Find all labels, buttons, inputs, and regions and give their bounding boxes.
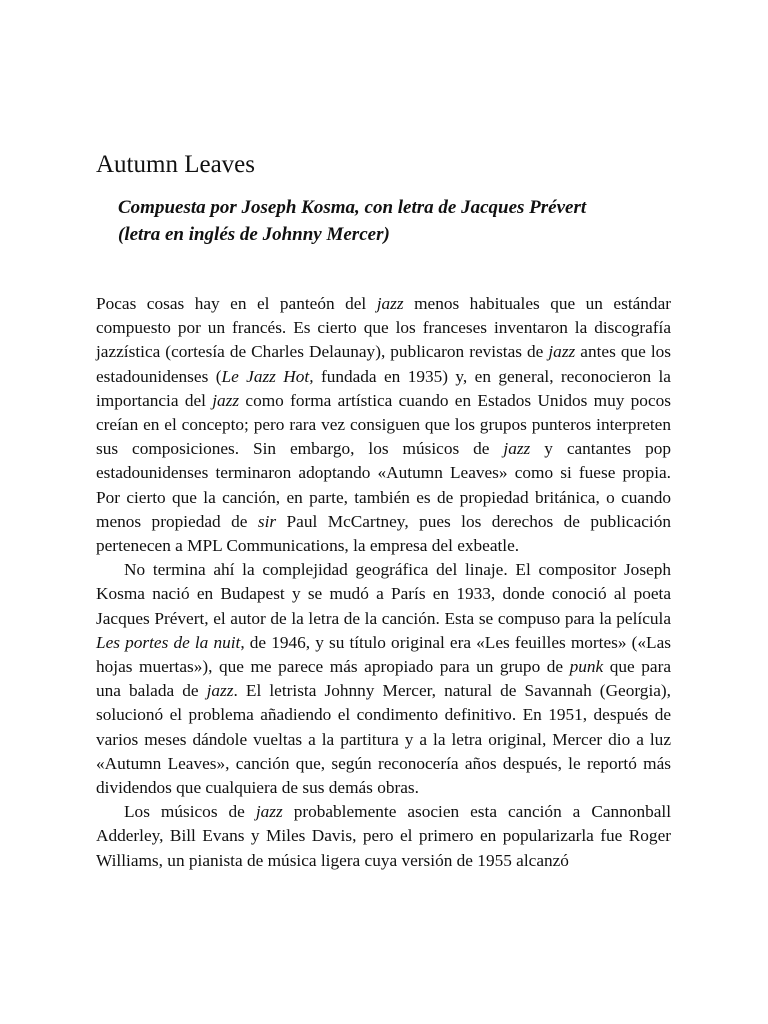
paragraph-1 — [96, 292, 671, 558]
italic-text: Les portes de la nuit — [96, 632, 241, 652]
text-run: No termina ahí la complejidad geográfica del linaje. El compositor Joseph Kosma nació en Budapest y se mudó a París en 1933, donde conoció al poeta Jacques Prévert, el autor de la letra de la canción. Esta se compuso para la película — [96, 560, 671, 628]
text-run: , de 1946, y su título original era «Les feuilles mortes» («Las hojas muertas»), que me parece más apropiado para un grupo de — [96, 632, 671, 677]
italic-text: jazz — [376, 294, 404, 313]
paragraph-3 — [96, 800, 671, 873]
document-page — [96, 148, 671, 873]
paragraph-2 — [96, 558, 671, 800]
text-run: menos habituales que un estándar compuesto por un francés. Es cierto que los franceses inventaron la discografía jazzística (cortesía de Charles Delaunay), publicaron revistas de — [96, 294, 671, 362]
italic-text: jazz — [503, 439, 531, 459]
chapter-subtitle — [118, 194, 671, 248]
text-run: Pocas cosas hay en el panteón del — [96, 294, 377, 313]
text-run: y cantantes pop estadounidenses terminaron adoptando «Autumn Leaves» como si fuese propia. Por cierto que la canción, en parte, también es de propiedad británica, o cuando menos propiedad de — [96, 439, 671, 531]
text-run: probablemente asocien esta canción a Cannonball Adderley, Bill Evans y Miles Davis, pero el primero en popularizarla fue Roger Williams, un pianista de música ligera cuya versión de 1955 alcanzó — [96, 802, 672, 870]
italic-text: jazz — [548, 342, 576, 362]
subtitle-line-1: Compuesta por Joseph Kosma, con letra de Jacques Prévert — [118, 197, 587, 218]
italic-text: jazz — [212, 390, 240, 410]
text-run: fundada en 1935) y, en general, reconocieron la importancia del — [96, 366, 671, 410]
body-text — [96, 292, 671, 873]
italic-text: punk — [569, 657, 604, 677]
subtitle-line-2: (letra en inglés de Johnny Mercer) — [118, 224, 390, 245]
text-run: antes que los estadounidenses ( — [96, 342, 671, 386]
italic-text: sir — [257, 511, 277, 531]
text-run: Los músicos de — [124, 802, 256, 822]
text-run: que para una balada de — [96, 657, 671, 701]
text-run: Paul McCartney, pues los derechos de publicación pertenecen a MPL Communications, la empresa del exbeatle. — [96, 511, 671, 556]
italic-text: jazz — [255, 802, 283, 822]
chapter-title: Autumn Leaves — [96, 151, 255, 178]
italic-text: Le Jazz Hot, — [221, 366, 314, 386]
text-run: como forma artística cuando en Estados Unidos muy pocos creían en el concepto; pero rara vez consiguen que los grupos punteros interpreten sus composiciones. Sin embargo, los músicos de — [96, 390, 671, 459]
italic-text: jazz — [206, 681, 234, 701]
text-run: . El letrista Johnny Mercer, natural de Savannah (Georgia), solucionó el problema añadiendo el condimento definitivo. En 1951, después de varios meses dándole vueltas a la partitura y a la letra original, Mercer dio a luz «Autumn Leaves», canción que, según reconocería años después, le reportó más dividendos que cualquiera de sus demás obras. — [96, 681, 671, 798]
